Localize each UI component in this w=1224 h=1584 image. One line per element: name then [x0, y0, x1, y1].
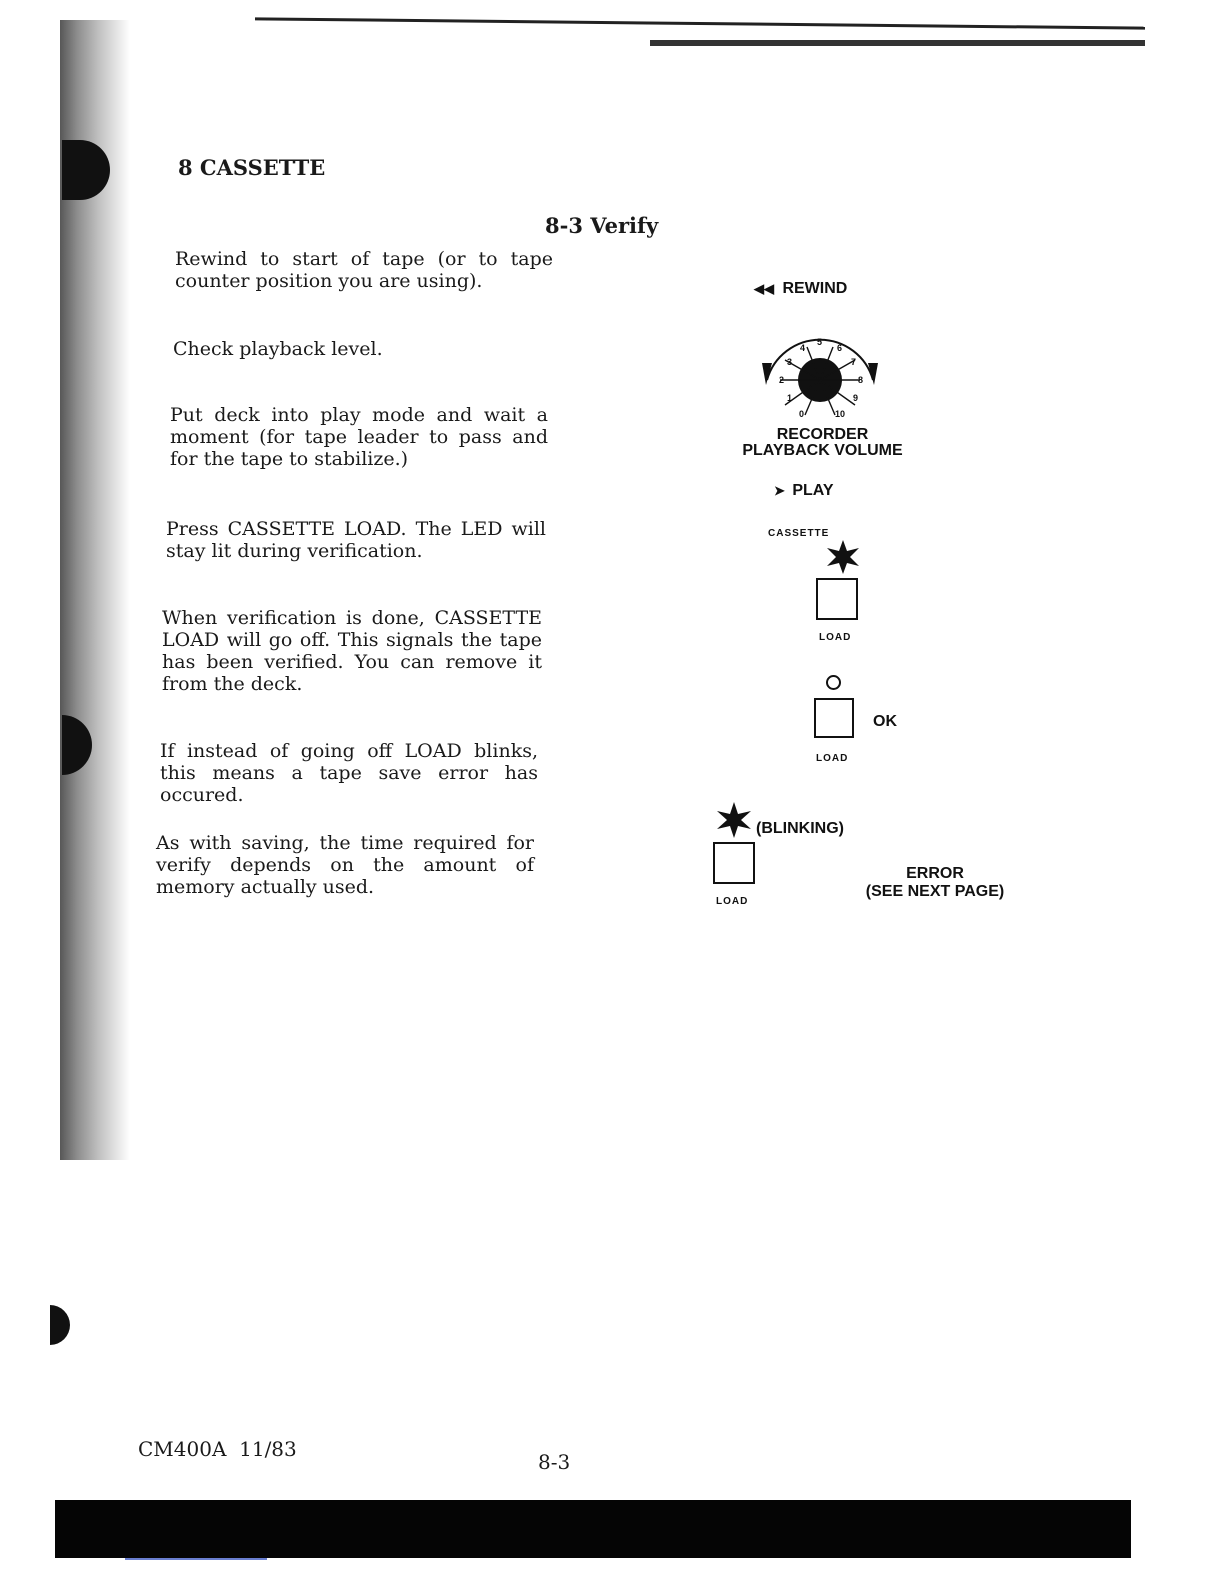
- led-lit-icon: [826, 540, 860, 574]
- load-button-ok[interactable]: [814, 698, 854, 738]
- step-rewind-text: Rewind to start of tape (or to tape counter position you are using).: [175, 248, 553, 292]
- load-label-3: LOAD: [716, 896, 749, 907]
- dial-arrow-right: [868, 363, 878, 385]
- dial-caption-line2: PLAYBACK VOLUME: [742, 442, 903, 459]
- step-time-text: As with saving, the time required for verify depends on the amount of memory actually used.: [156, 832, 534, 898]
- error-caption: [855, 865, 1015, 901]
- error-line2: (SEE NEXT PAGE): [865, 883, 1005, 900]
- dial-num-6: 6: [837, 343, 843, 353]
- dial-num-5: 5: [817, 337, 823, 347]
- play-row: [774, 482, 834, 500]
- rewind-icon: ◀◀: [754, 281, 774, 296]
- dial-num-1: 1: [787, 393, 793, 403]
- bottom-scan-bar: [55, 1500, 1131, 1558]
- top-rule-thick: [650, 40, 1145, 46]
- rewind-label: REWIND: [782, 280, 848, 297]
- step-verify-done-text: When verification is done, CASSETTE LOAD will go off. This signals the tape has been verified. You can remove it from the deck.: [162, 607, 542, 695]
- chapter-heading: 8 CASSETTE: [178, 155, 326, 180]
- top-rule: [255, 17, 1145, 29]
- dial-num-10: 10: [835, 409, 846, 419]
- footer-doc-code: CM400A 11/83: [138, 1437, 297, 1461]
- dial-caption: [730, 427, 915, 459]
- load-label-2: LOAD: [816, 753, 849, 764]
- ok-label: OK: [873, 713, 897, 730]
- play-icon: ➤: [774, 483, 785, 498]
- led-off-icon: [826, 675, 841, 690]
- step-check-level-text: Check playback level.: [173, 338, 383, 360]
- dial-caption-line1: RECORDER: [776, 426, 869, 443]
- dial-num-4: 4: [800, 343, 806, 353]
- step-press-load-text: Press CASSETTE LOAD. The LED will stay lit during verification.: [166, 518, 546, 562]
- dial-num-2: 2: [779, 375, 785, 385]
- dial-num-9: 9: [853, 393, 859, 403]
- volume-dial: [755, 325, 885, 425]
- binding-hole-bottom: [50, 1305, 70, 1345]
- bottom-underline: [125, 1558, 267, 1560]
- rewind-row: [754, 280, 847, 298]
- step-play-mode-text: Put deck into play mode and wait a moment (for tape leader to pass and for the tape to stabilize.): [170, 404, 548, 470]
- footer-page-number: 8-3: [538, 1450, 571, 1474]
- blinking-label: (BLINKING): [756, 820, 844, 837]
- dial-num-8: 8: [858, 375, 864, 385]
- load-button-error[interactable]: [713, 842, 755, 884]
- dial-num-3: 3: [787, 357, 793, 367]
- dial-num-0: 0: [799, 409, 805, 419]
- play-label: PLAY: [792, 482, 834, 499]
- cassette-load-button[interactable]: [816, 578, 858, 620]
- error-line1: ERROR: [906, 865, 964, 882]
- led-blinking-icon: [716, 802, 752, 838]
- dial-arrow-left: [762, 363, 772, 385]
- load-label-1: LOAD: [819, 632, 852, 643]
- dial-num-7: 7: [851, 357, 857, 367]
- step-error-text: If instead of going off LOAD blinks, this means a tape save error has occured.: [160, 740, 538, 806]
- section-heading: 8-3 Verify: [545, 213, 659, 238]
- cassette-label: CASSETTE: [768, 528, 830, 539]
